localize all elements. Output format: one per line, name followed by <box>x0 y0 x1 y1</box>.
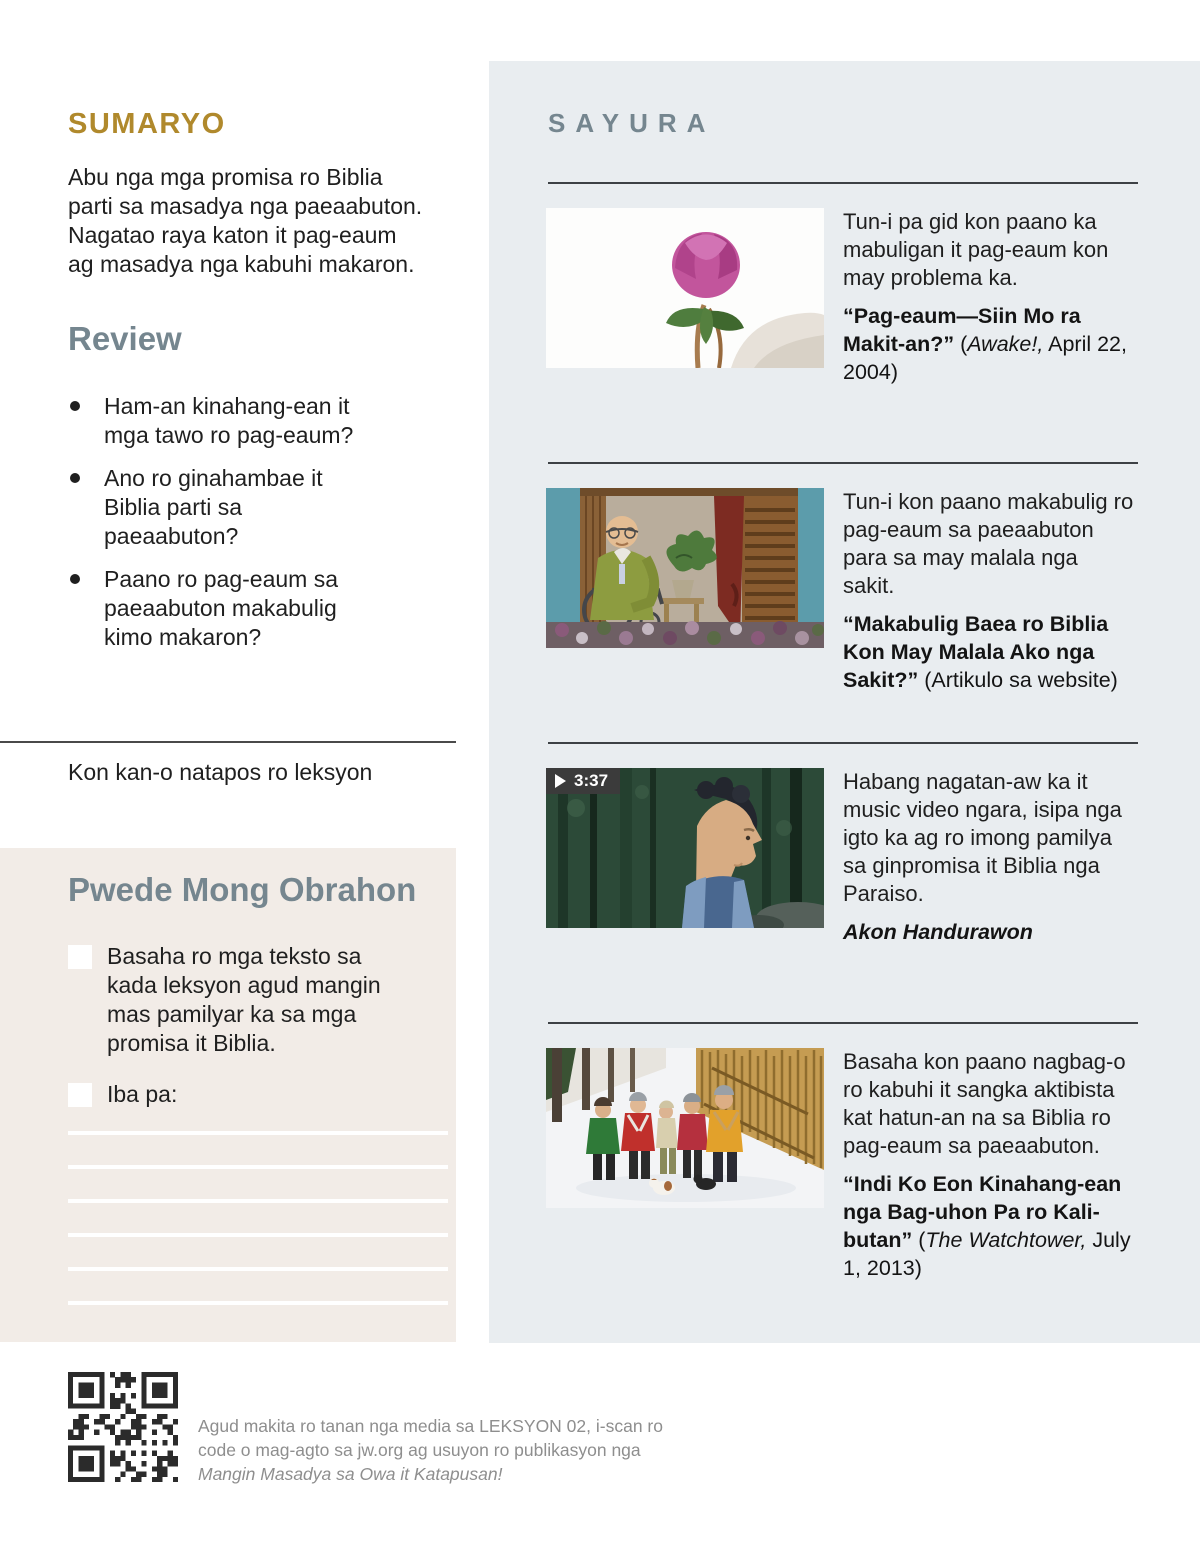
man-in-wheelchair-illustration <box>546 488 824 648</box>
checkbox[interactable] <box>68 1083 92 1107</box>
qr-code <box>68 1372 178 1482</box>
divider <box>548 742 1138 744</box>
write-line[interactable] <box>68 1301 448 1305</box>
write-line[interactable] <box>68 1199 448 1203</box>
completion-note: Kon kan-o natapos ro leksyon <box>68 759 373 785</box>
checkbox[interactable] <box>68 945 92 969</box>
media-title[interactable]: “Pag-eaum—Siin Mo ra Makit-an?” (Awake!, April 22, 2004) <box>843 304 1127 384</box>
summary-heading: SUMARYO <box>68 108 226 140</box>
summary-body: Abu nga mga promisa ro Biblia parti sa masadya nga paeaabuton. Nagatao raya katon it pag-eaum ag masadya nga kabuhi makaron. <box>68 164 423 277</box>
pink-flower-illustration <box>546 208 824 368</box>
thumbnail-man-at-window[interactable] <box>546 488 824 648</box>
media-description: Tun-i kon paano makabulig ro pag-eaum sa paeaabuton para sa may malala nga sakit. <box>843 489 1134 598</box>
review-question-text: Ano ro ginahambae it Biblia parti sa paeaabuton? <box>104 465 323 549</box>
review-question <box>68 565 378 652</box>
divider <box>548 1022 1138 1024</box>
media-item <box>546 208 1142 386</box>
write-line[interactable] <box>68 1233 448 1237</box>
divider <box>0 741 456 743</box>
write-line[interactable] <box>68 1267 448 1271</box>
media-description: Habang nagatan-aw ka it music video ngara, isipa nga igto ka ag ro imong pamilya sa ginpromisa it Biblia nga Paraiso. <box>843 769 1122 906</box>
media-item <box>546 1048 1142 1282</box>
media-panel-heading: SAYURA <box>548 108 716 138</box>
media-title[interactable]: “Makabulig Baea ro Biblia Kon May Malala Ako nga Sakit?” (Artikulo sa website) <box>843 612 1118 692</box>
media-item <box>546 488 1142 694</box>
review-question <box>68 392 378 450</box>
thumbnail-pink-flower[interactable] <box>546 208 824 368</box>
media-description: Tun-i pa gid kon paano ka mabuligan it pag-eaum kon may problema ka. <box>843 209 1109 290</box>
footer-note <box>198 1414 668 1486</box>
bullet-icon <box>70 473 80 483</box>
review-question <box>68 464 378 551</box>
write-line[interactable] <box>68 1165 448 1169</box>
family-walking-in-snow-illustration <box>546 1048 824 1208</box>
thumbnail-music-video[interactable] <box>546 768 824 928</box>
media-title[interactable]: “Indi Ko Eon Kinahang-ean nga Bag-uhon Pa ro Kali-butan” (The Watchtower, July 1, 2013) <box>843 1172 1131 1280</box>
video-duration-badge <box>546 768 620 794</box>
media-text <box>843 208 1135 386</box>
review-question-list <box>68 392 378 666</box>
write-line[interactable] <box>68 1131 448 1135</box>
todo-heading: Pwede Mong Obrahon <box>68 871 417 908</box>
media-text <box>843 488 1135 694</box>
media-panel <box>489 61 1200 1343</box>
review-question-text: Ham-an kinahang-ean it mga tawo ro pag-eaum? <box>104 393 354 448</box>
media-text <box>843 768 1135 946</box>
media-item <box>546 768 1142 946</box>
video-duration: 3:37 <box>574 771 609 790</box>
divider <box>548 462 1138 464</box>
review-heading: Review <box>68 320 182 357</box>
bullet-icon <box>70 401 80 411</box>
todo-task <box>68 942 408 1058</box>
todo-task-text: Basaha ro mga teksto sa kada leksyon agud mangin mas pamilyar ka sa mga promisa it Biblia. <box>107 943 381 1056</box>
thumbnail-family-in-snow[interactable] <box>546 1048 824 1208</box>
divider <box>548 182 1138 184</box>
media-title[interactable]: Akon Handurawon <box>843 920 1033 944</box>
write-in-lines <box>68 1131 448 1335</box>
review-question-text: Paano ro pag-eaum sa paeaabuton makabulig kimo makaron? <box>104 566 338 650</box>
todo-task <box>68 1080 408 1109</box>
media-description: Basaha kon paano nagbag-o ro kabuhi it sangka aktibista kat hatun-an na sa Biblia ro pag-eaum sa paeaabuton. <box>843 1049 1126 1158</box>
play-icon <box>555 774 566 788</box>
footer-note-text: Agud makita ro tanan nga media sa LEKSYON 02, i-scan ro code o mag-agto sa jw.org ag usuyon ro publikasyon nga <box>198 1416 663 1460</box>
media-text <box>843 1048 1135 1282</box>
footer-publication-title: Mangin Masadya sa Owa it Katapusan! <box>198 1464 503 1484</box>
todo-box <box>0 848 456 1342</box>
bullet-icon <box>70 574 80 584</box>
todo-task-text: Iba pa: <box>107 1081 178 1107</box>
